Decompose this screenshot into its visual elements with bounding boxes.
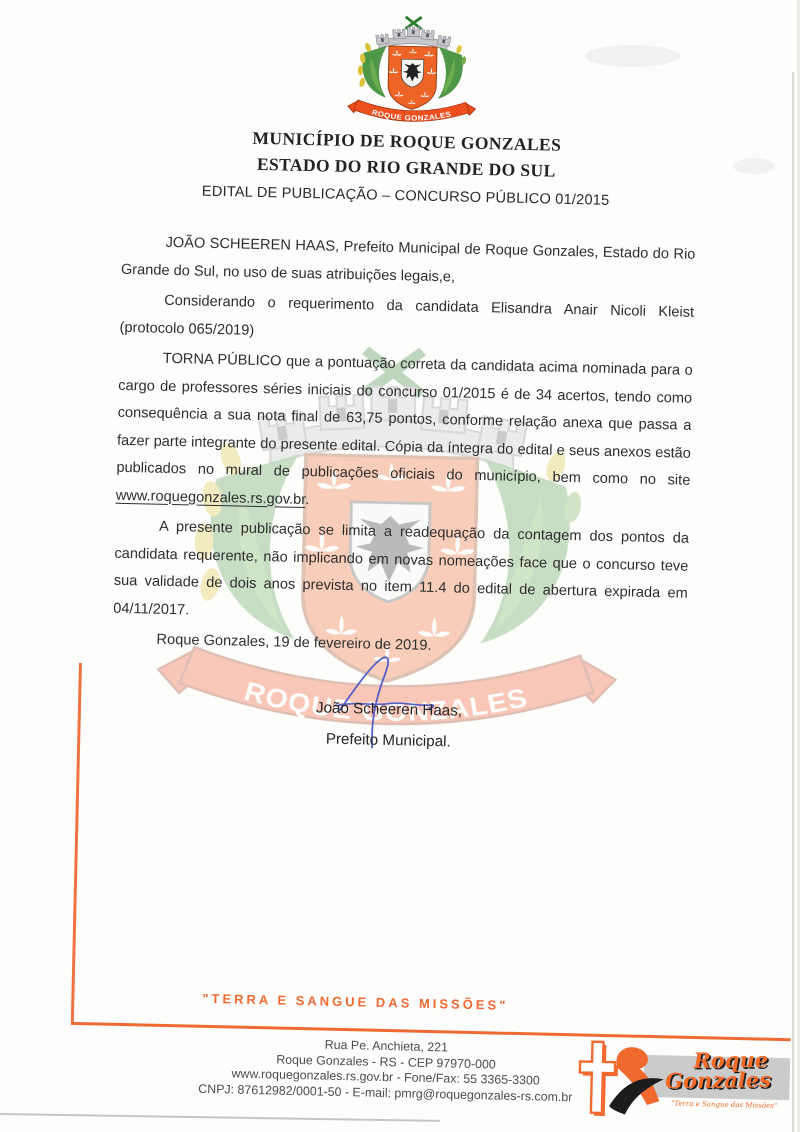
logo-wordmark [648, 1046, 788, 1094]
address-street: Rua Pe. Anchieta, 221 [324, 1037, 449, 1055]
announcement-text: TORNA PÚBLICO que a pontuação correta da candidata acima nominada para o cargo de professores séries iniciais do concurso 01/2015 é de 34 acertos, tendo como consequência a sua nota final de 63,75 pontos, conforme relação anexa que passa a fazer parte integrante do presente edital. Cópia da íntegra do edital e seus anexos estão publicados no mural de publicações oficiais do município, bem como no site [116, 350, 693, 489]
footer-address [155, 1034, 616, 1107]
paragraph-preamble: JOÃO SCHEEREN HAAS, Prefeito Municipal de Roque Gonzales, Estado do Rio Grande do Sul, no uso de suas atribuições legais,e, [120, 234, 696, 285]
paragraph-scope: A presente publicação se limita a readequação da contagem dos pontos da candidata requerente, não implicando em novas nomeações face que o concurso teve sua validade de dois anos prevista no item 11.4 do edital de abertura expirada em 04/11/2017. [113, 518, 690, 618]
address-site-phone: www.roquegonzales.rs.gov.br - Fone/Fax: 55 3365-3300 [231, 1066, 540, 1088]
signer-name: João Scheeren Haas, [315, 699, 463, 720]
paragraph-considering: Considerando o requerimento da candidata Elisandra Anair Nicoli Kleist (protocolo 065/2019) [119, 292, 695, 339]
edict-title: EDITAL DE PUBLICAÇÃO – CONCURSO PÚBLICO 01/2015 [201, 183, 610, 209]
municipality-logo [575, 1039, 789, 1132]
municipal-website-link[interactable]: www.roquegonzales.rs.gov.br [115, 487, 306, 508]
dateline: Roque Gonzales, 19 de fevereiro de 2019. [156, 631, 432, 654]
scan-edge-band [797, 0, 800, 1132]
municipality-title: MUNICÍPIO DE ROQUE GONZALES [252, 127, 562, 155]
logo-word-roque: Roque [693, 1046, 769, 1073]
signer-role: Prefeito Municipal. [325, 730, 451, 751]
left-border-rule [71, 663, 82, 1022]
signature-block [278, 699, 499, 752]
scan-smudge [585, 45, 680, 67]
edict-body [112, 229, 696, 669]
municipal-coat-of-arms [341, 10, 484, 135]
logo-slogan: "Terra e Sangue das Missões" [671, 1099, 778, 1110]
paragraph-announcement [115, 345, 693, 523]
address-city: Roque Gonzales - RS - CEP 97970-000 [276, 1052, 496, 1072]
scan-edge-line [792, 72, 794, 1132]
address-cnpj-email: CNPJ: 87612982/0001-50 - E-mail: pmrg@roquegonzales-rs.com.br [198, 1081, 573, 1105]
logo-word-gonzales: Gonzales [664, 1066, 772, 1094]
municipal-slogan: "TERRA E SANGUE DAS MISSÕES" [202, 990, 509, 1013]
state-title: ESTADO DO RIO GRANDE DO SUL [256, 153, 556, 181]
announcement-period: . [305, 491, 310, 508]
scan-smudge [733, 158, 775, 174]
